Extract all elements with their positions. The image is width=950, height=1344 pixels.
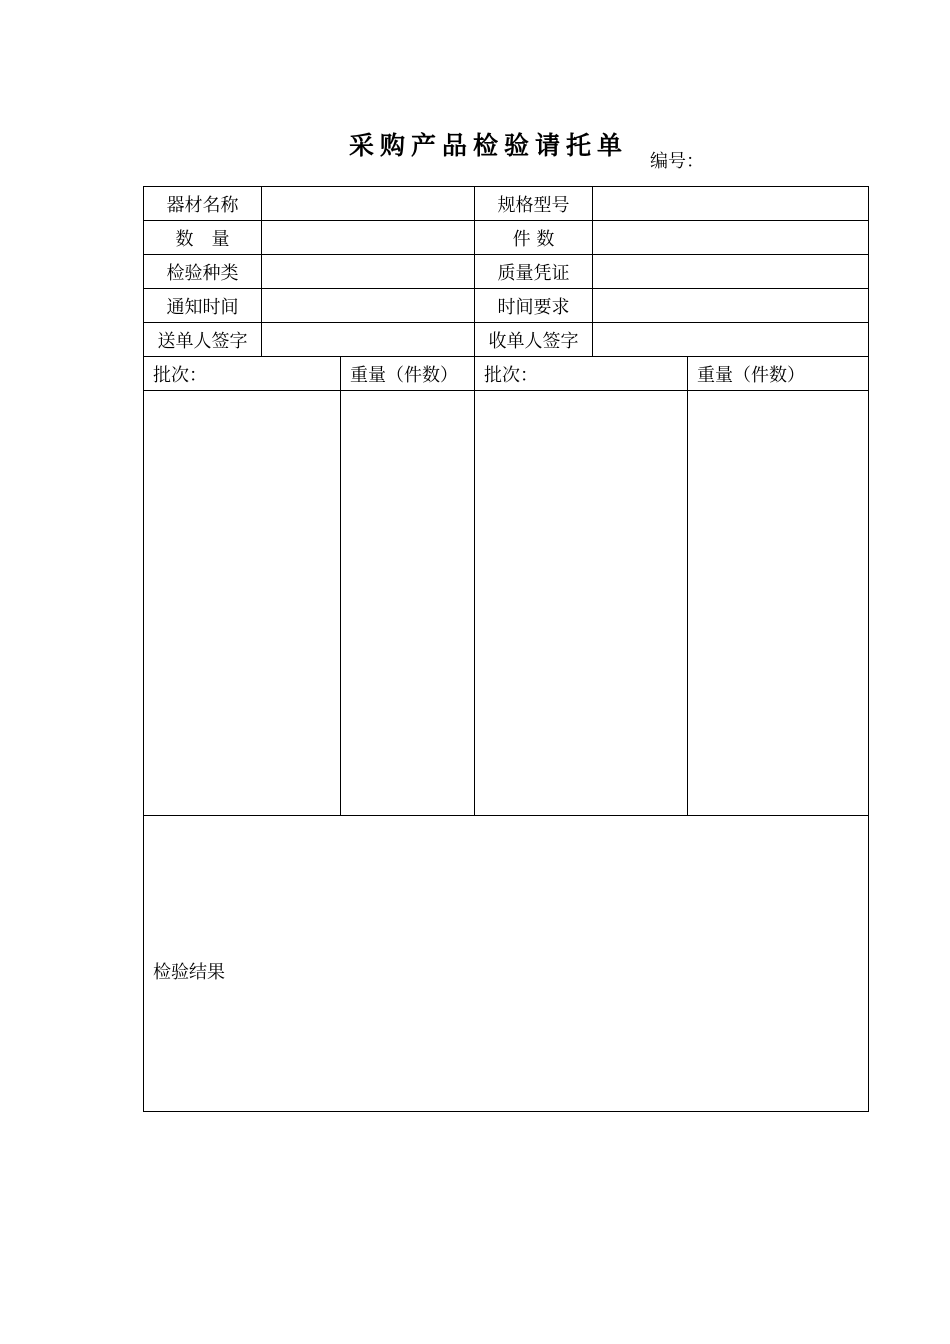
quantity-field[interactable] [262,221,475,255]
notify-time-field[interactable] [262,289,475,323]
inspection-type-label: 检验种类 [144,255,262,289]
form-row [144,221,869,255]
spec-model-field[interactable] [593,187,869,221]
serial-number-label: 编号： [650,151,704,172]
batch-header-right: 批次： [475,357,688,391]
form-row [144,255,869,289]
receiver-signature-label: 收单人签字 [475,323,593,357]
spec-model-label: 规格型号 [475,187,593,221]
notify-time-label: 通知时间 [144,289,262,323]
sender-signature-field[interactable] [262,323,475,357]
equipment-name-label: 器材名称 [144,187,262,221]
weight-header-left: 重量（件数） [341,357,475,391]
batch-entry-right[interactable] [475,391,688,816]
sender-signature-label: 送单人签字 [144,323,262,357]
weight-header-right: 重量（件数） [688,357,869,391]
quality-certificate-field[interactable] [593,255,869,289]
inspection-result-area[interactable] [144,816,869,1112]
inspection-result-row [144,816,869,1112]
weight-entry-right[interactable] [688,391,869,816]
form-row [144,323,869,357]
inspection-result-label: 检验结果 [153,962,225,983]
form-row [144,289,869,323]
time-requirement-label: 时间要求 [475,289,593,323]
inspection-request-form [143,186,869,1112]
piece-count-field[interactable] [593,221,869,255]
form-row [144,187,869,221]
inspection-type-field[interactable] [262,255,475,289]
batch-header-left: 批次： [144,357,341,391]
quality-certificate-label: 质量凭证 [475,255,593,289]
form-title: 采购产品检验请托单 [349,131,629,160]
quantity-label: 数 量 [144,221,262,255]
receiver-signature-field[interactable] [593,323,869,357]
time-requirement-field[interactable] [593,289,869,323]
equipment-name-field[interactable] [262,187,475,221]
batch-entry-left[interactable] [144,391,341,816]
piece-count-label: 件 数 [475,221,593,255]
batch-header-row [144,357,869,391]
batch-entry-row [144,391,869,816]
weight-entry-left[interactable] [341,391,475,816]
